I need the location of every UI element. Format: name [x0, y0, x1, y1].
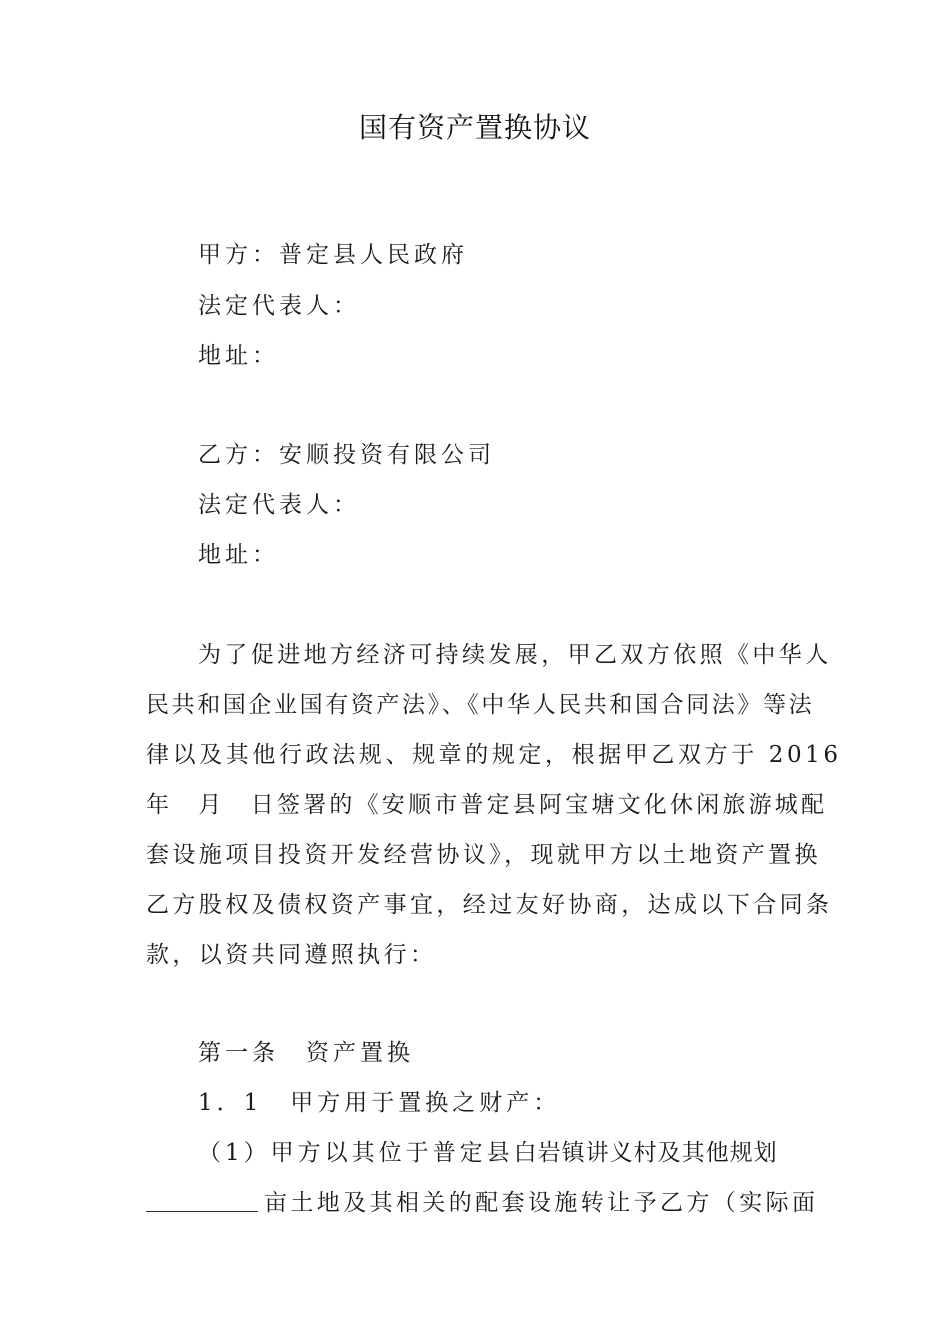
document-title: 国有资产置换协议	[358, 111, 591, 144]
clause-1-1	[198, 1088, 560, 1118]
preamble-line: 民共和国企业国有资产法》、《中华人民共和国合同法》等法	[146, 692, 815, 718]
party-a-name: 甲方：普定县人民政府	[198, 242, 468, 268]
preamble-line: 乙方股权及债权资产事宜，经过友好协商，达成以下合同条	[146, 892, 833, 918]
party-a-representative: 法定代表人：	[198, 293, 360, 319]
item-1-highlight: 白岩镇讲义村及其他规划	[513, 1140, 778, 1166]
party-b-address: 地址：	[198, 542, 279, 568]
item-1-cont-text: 亩土地及其相关的配套设施转让予乙方（实际面	[264, 1190, 819, 1216]
party-a-address: 地址：	[198, 343, 279, 369]
party-b-representative: 法定代表人：	[198, 492, 360, 518]
preamble-line: 套设施项目投资开发经营协议》，现就甲方以土地资产置换	[146, 842, 821, 868]
clause-number: 1．1	[198, 1090, 263, 1116]
preamble-line: 为了促进地方经济可持续发展，甲乙双方依照《中华人	[198, 642, 832, 668]
article-1-heading: 第一条 资产置换	[198, 1040, 414, 1066]
preamble-line: 年 月 日签署的《安顺市普定县阿宝塘文化休闲旅游城配	[146, 792, 828, 818]
preamble-line: 律以及其他行政法规、规章的规定，根据甲乙双方于 2016	[146, 742, 842, 768]
preamble-line: 款，以资共同遵照执行：	[146, 942, 437, 968]
area-blank-line	[146, 1191, 258, 1212]
clause-text: 甲方用于置换之财产：	[290, 1090, 561, 1116]
item-1-continuation	[146, 1188, 818, 1218]
item-1-prefix: （1）甲方以其位于普定县	[198, 1140, 514, 1166]
party-b-name: 乙方：安顺投资有限公司	[198, 442, 495, 468]
item-1-line	[198, 1138, 778, 1168]
